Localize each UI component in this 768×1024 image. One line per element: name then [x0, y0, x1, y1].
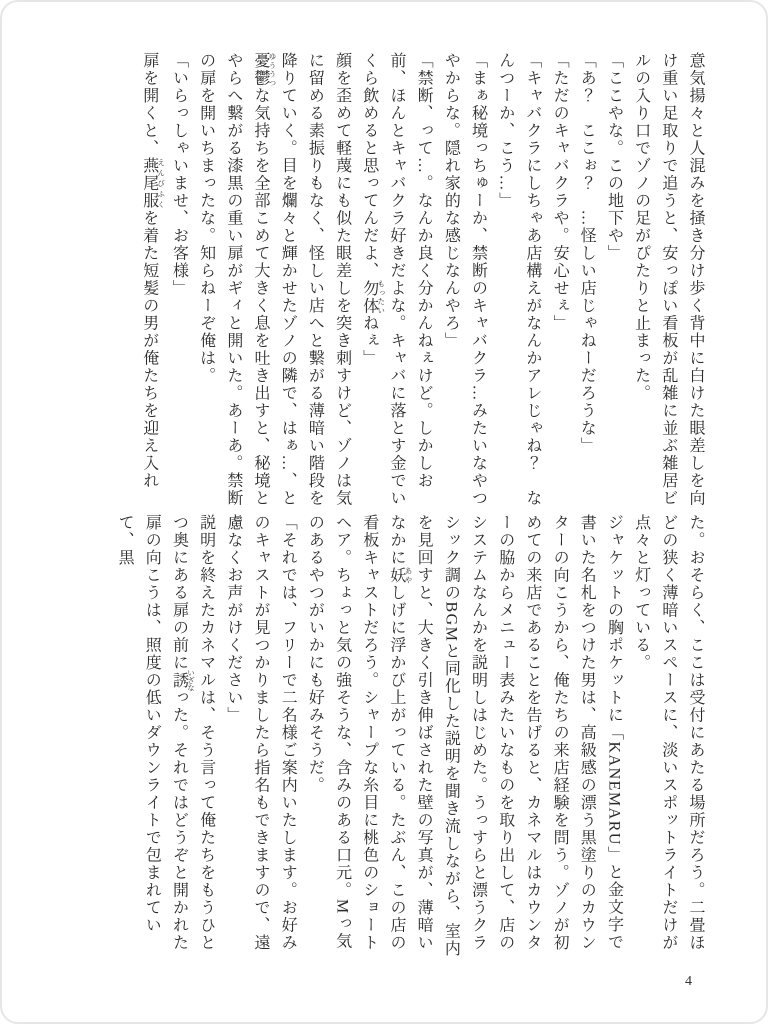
- paragraph: 顔を歪めて軽蔑にも似た眼差しを突き刺すけど、ゾノは気に留める素振りもなく、怪しい店へと繋がる薄暗い階段を降りていく。目を爛々と輝かせたゾノの隣で、はぁ…、と憂鬱 ゆううつな気持ちを全部こめて大きく息を吐き出すと、秘境とやらへ繋がる漆黒の重い扉がギィと開いた。あーあ。禁断の扉を開いちまったな。知らねーぞ俺は。: [197, 52, 351, 507]
- paragraph: 「ここやな。この地下や」: [605, 52, 623, 262]
- paragraph: 意気揚々と人混みを掻き分け歩く背中に白けた眼差しを向け重い足取りで追うと、安っぽい看板が乱雑に並ぶ雑居ビルの入り口でゾノの足がぴたりと止まった。: [632, 52, 704, 507]
- paragraph: 「キャバクラにしちゃあ店構えがなんかアレじゃね？ なんつーか、こう…」: [496, 52, 541, 507]
- paragraph: ジャケットの胸ポケットに「KANEMARU」と金文字で書いた名札をつけた男は、高級感の漂う黒塗りのカウンターの向こうから、俺たちの来店経験を問う。ゾノが初めての来店であることを告げると、カネマルはカウンターの脇からメニュー表みたいなものを取り出して、店のシステムなんかを説明しはじめた。うっすらと漂うクラシック調のBGMと同化した説明を聞き流しながら、室内を見回すと、大きく引き伸ばされた壁の写真が、薄暗いなかに妖 あやしげに浮かび上がっている。たぶん、この店の看板キャストだろう。シャープな糸目に桃色のショートヘア。ちょっと気の強そうな、含みのある口元。Mっ気のあるやつがいかにも好みそうだ。: [306, 514, 623, 958]
- paragraph: 説明を終えたカネマルは、そう言って俺たちをもうひとつ奥にある扉の前に誘 いざなった。それではどうぞと開かれた扉の向こうは、照度の低いダウンライトで包まれていて、黒: [116, 514, 215, 952]
- paragraph: 「いらっしゃいませ、お客様」: [170, 52, 188, 297]
- paragraph: 扉を開くと、燕尾服 えんびふくを着た短髪の男が俺たちを迎え入れ: [140, 52, 166, 490]
- paragraph: 「ただのキャバクラや。安心せぇ」: [551, 52, 569, 332]
- text-block-top: [136, 52, 709, 510]
- paragraph: 「それでは、フリーで二名様ご案内いたします。お好みのキャストが見つかりましたら指名もできますので、遠慮なくお声がけください」: [224, 514, 297, 952]
- paragraph: 「あ？ ここぉ？ …怪しい店じゃねーだろうな」: [578, 52, 596, 455]
- paragraph: た。おそらく、ここは受付にあたる場所だろう。二畳ほどの狭く薄暗いスペースに、淡いスポットライトだけが点々と灯っている。: [632, 514, 704, 952]
- text-block-bottom: [111, 514, 709, 966]
- page-number: 4: [685, 974, 692, 989]
- paragraph: 「禁断、って…。なんか良く分かんねぇけど。しかしお前、ほんとキャバクラ好きだよな。キャバに落とす金でいくら飲めると思ってんだよ、勿体 もったいねぇ」: [360, 52, 433, 507]
- paragraph: 「まぁ秘境っちゅーか、禁断のキャバクラ…みたいなやつやからな。隠れ家的な感じなんやろ」: [442, 52, 487, 507]
